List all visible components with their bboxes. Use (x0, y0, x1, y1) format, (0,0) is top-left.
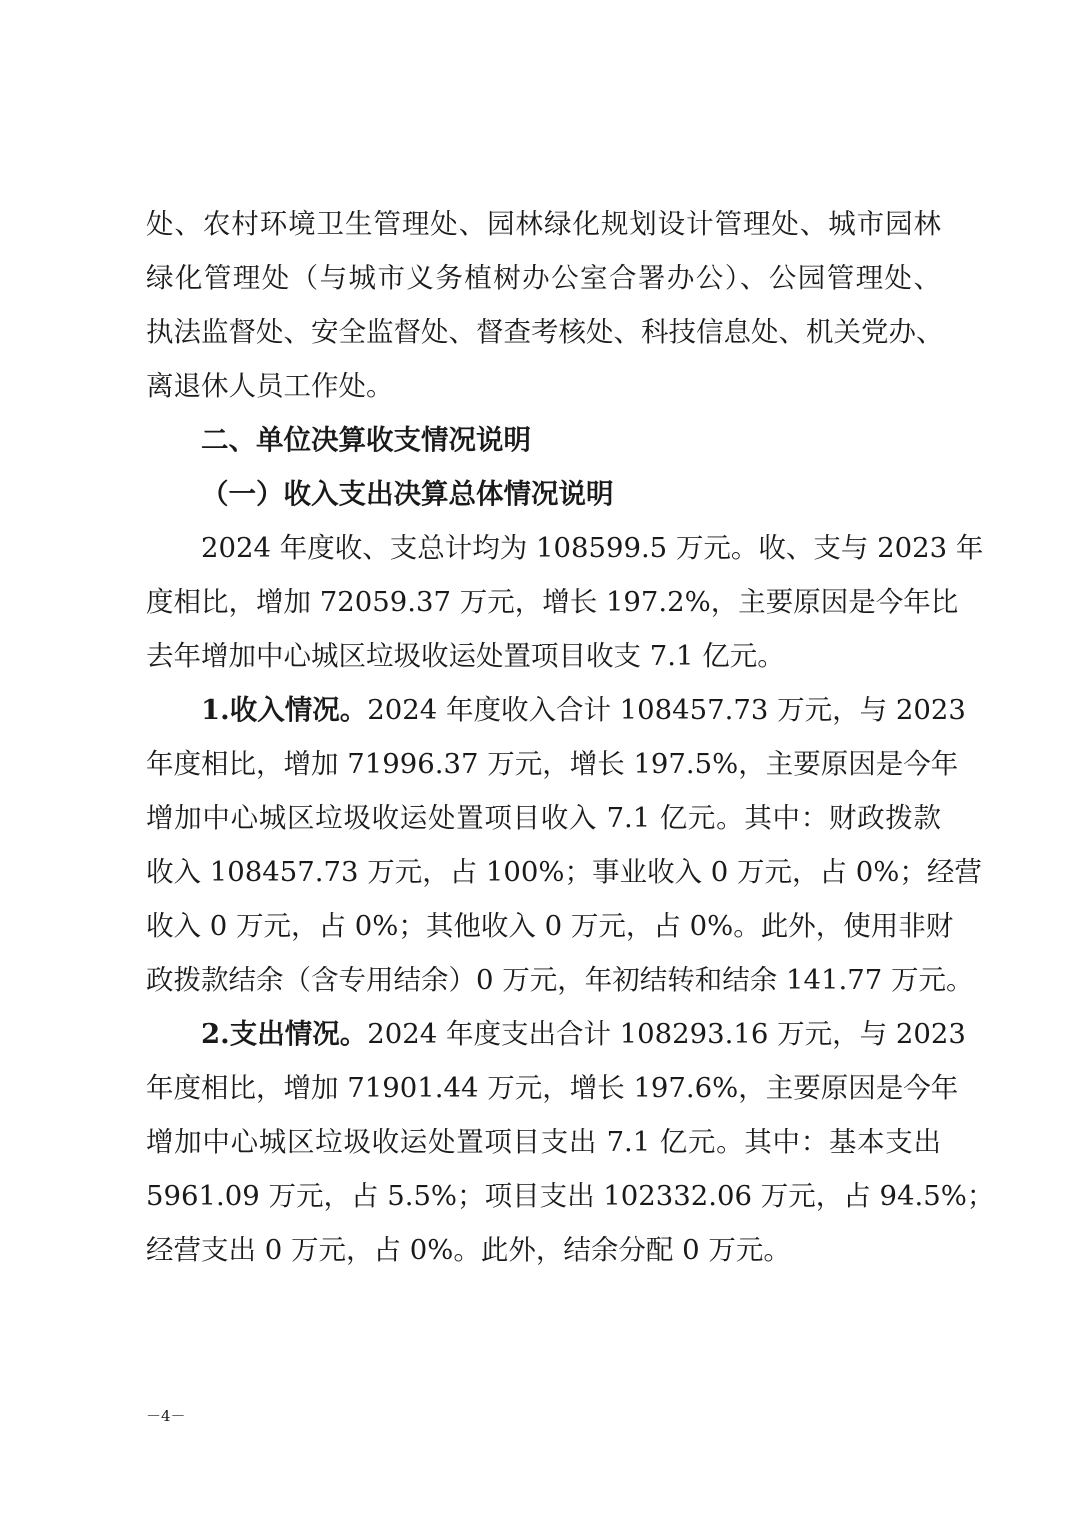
section-heading: 二、单位决算收支情况说明 (201, 424, 531, 456)
expenditure-label: 2.支出情况。 (201, 1018, 368, 1050)
summary-line: 2024 年度收、支总计均为 108599.5 万元。收、支与 2023 年 (201, 532, 984, 564)
org-list-line: 执法监督处、安全监督处、督查考核处、科技信息处、机关党办、 (146, 316, 944, 348)
org-list-line: 绿化管理处（与城市义务植树办公室合署办公）、公园管理处、 (146, 262, 941, 294)
subsection-heading: （一）收入支出决算总体情况说明 (201, 478, 614, 510)
expenditure-first-line-text: 2024 年度支出合计 108293.16 万元，与 2023 (367, 1018, 966, 1050)
summary-line: 去年增加中心城区垃圾收运处置项目收支 7.1 亿元。 (146, 640, 785, 672)
expenditure-line: 经营支出 0 万元，占 0%。此外，结余分配 0 万元。 (146, 1234, 791, 1266)
summary-line: 度相比，增加 72059.37 万元，增长 197.2%，主要原因是今年比 (146, 586, 959, 618)
org-list-line: 处、农村环境卫生管理处、园林绿化规划设计管理处、城市园林 (146, 208, 941, 240)
org-list-line: 离退休人员工作处。 (146, 370, 394, 402)
income-paragraph-first-line (201, 690, 966, 730)
income-first-line-text: 2024 年度收入合计 108457.73 万元，与 2023 (367, 694, 966, 726)
income-line: 年度相比，增加 71996.37 万元，增长 197.5%，主要原因是今年 (146, 748, 959, 780)
income-line: 收入 0 万元，占 0%；其他收入 0 万元，占 0%。此外，使用非财 (146, 910, 954, 942)
income-line: 政拨款结余（含专用结余）0 万元，年初结转和结余 141.77 万元。 (146, 964, 974, 996)
expenditure-paragraph-first-line (201, 1014, 966, 1054)
expenditure-line: 年度相比，增加 71901.44 万元，增长 197.6%，主要原因是今年 (146, 1072, 959, 1104)
income-line: 增加中心城区垃圾收运处置项目收入 7.1 亿元。其中：财政拨款 (146, 802, 941, 834)
page-number: －4－ (146, 1407, 186, 1425)
income-line: 收入 108457.73 万元，占 100%；事业收入 0 万元，占 0%；经营 (146, 856, 982, 888)
expenditure-line: 5961.09 万元，占 5.5%；项目支出 102332.06 万元，占 94.5%； (146, 1180, 995, 1212)
income-label: 1.收入情况。 (201, 694, 368, 726)
expenditure-line: 增加中心城区垃圾收运处置项目支出 7.1 亿元。其中：基本支出 (146, 1126, 941, 1158)
